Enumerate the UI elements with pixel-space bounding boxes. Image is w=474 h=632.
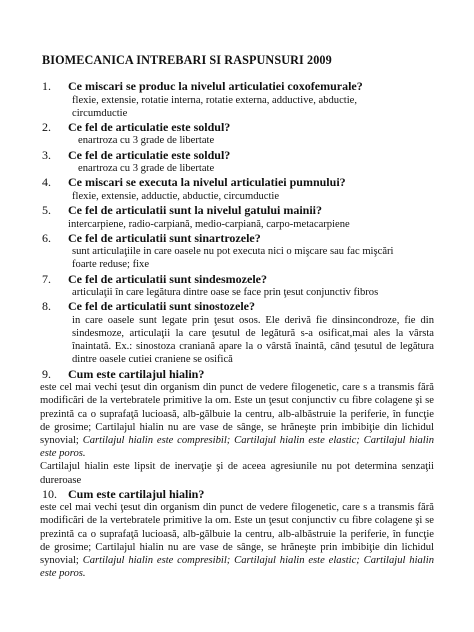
document-title: BIOMECANICA INTREBARI SI RASPUNSURI 2009 [42,53,332,67]
answer-text: flexie, extensie, adductie, abductie, circumductie [72,190,280,202]
answer-text: circumductie [72,107,128,119]
answer-text: enartroza cu 3 grade de libertate [78,163,215,175]
question-number: 10. [42,486,57,501]
question-number: 9. [42,366,51,381]
answer-text [40,501,434,580]
question-text: Ce fel de articulatie este soldul? [68,119,231,134]
answer-text-italic: Cartilajul hialin este compresibil; Cartilajul hialin este elastic; Cartilajul hialin este poros. [40,434,434,460]
question-item [40,487,434,581]
question-number: 2. [42,119,51,134]
question-item [40,120,434,148]
answer-text: in care oasele sunt legate prin ţesut osos. Ele derivă fie dinsincondroze, fie din sindesmoze, articulaţii la care ţesutul de legătură s-a osificat,mai ales la vârsta înaintată. Ex.: sinostoza craniană apare la o vârstă înaintă, când ţesutul de legătura dintre oasele cutiei craniene se osifică [72,314,434,366]
question-text: Ce miscari se produc la nivelul articulatiei coxofemurale? [68,79,363,93]
question-number: 7. [42,271,51,286]
answer-text-regular: este cel mai vechi ţesut din organism din punct de vedere filogenetic, care s a transmis fără modificări de la vertebratele primitive la om. Este un ţesut conjunctiv cu fibre colagene şi se prezintă ca o suprafaţă lucioasă, alb-gălbuie la centru, alb-albăstruie la periferie, în funcţie de grosime; Cartilajul hialin nu are vase de sânge, se hrăneşte prin imbibiţie din lichidul synovial; [40,382,434,446]
question-number: 5. [42,203,51,218]
answer-text: sunt articulaţiile in care oasele nu pot executa nici o mişcare sau fac mişcări [72,246,394,258]
question-item [40,231,434,272]
question-number: 1. [42,79,51,93]
question-item [40,148,434,176]
question-text: Ce fel de articulatii sunt sinostozele? [68,299,255,314]
answer-text: intercarpiene, radio-carpiană, medio-carpiană, carpo-metacarpiene [68,218,350,230]
answer-text-regular: este cel mai vechi ţesut din organism din punct de vedere filogenetic, care s a transmis fără modificări de la vertebratele primitive la om. Este un ţesut conjunctiv cu fibre colagene şi se prezintă ca o suprafaţă lucioasă, alb-gălbuie la centru, alb-albăstruie la periferie, în funcţie de grosime; Cartilajul hialin nu are vase de sânge, se hrăneşte prin imbibiţie din lichidul synovial; [40,502,434,567]
question-text: Ce fel de articulatie este soldul? [68,147,231,162]
question-item [40,367,434,487]
answer-text: foarte reduse; fixe [72,259,150,271]
question-item [40,272,434,300]
question-item [40,299,434,366]
answer-text-extra: Cartilajul hialin este lipsit de inervaţie şi de aceea agresiunile nu pot determina senzaţii dureroase [40,461,434,486]
question-text: Ce fel de articulatii sunt la nivelul gatului mainii? [68,203,323,218]
question-text: Ce fel de articulatii sunt sindesmozele? [68,271,267,286]
question-list [40,79,434,580]
answer-text-italic: Cartilajul hialin este compresibil; Cartilajul hialin este elastic; Cartilajul hialin este poros. [40,555,434,580]
question-item [40,175,434,203]
question-item [40,203,434,231]
question-number: 4. [42,175,51,190]
answer-text: enartroza cu 3 grade de libertate [78,135,215,147]
question-item [40,79,434,120]
question-number: 6. [42,230,51,245]
question-text: Cum este cartilajul hialin? [68,486,205,501]
answer-text [40,381,434,487]
question-text: Cum este cartilajul hialin? [68,366,205,381]
answer-text: flexie, extensie, rotatie interna, rotatie externa, adductive, abductie, [72,94,358,106]
question-text: Ce miscari se executa la nivelul articulatiei pumnului? [68,175,346,190]
question-number: 3. [42,147,51,162]
answer-text: articulaţii în care legătura dintre oase se face prin ţesut conjunctiv fibros [72,287,379,299]
question-number: 8. [42,299,51,314]
question-text: Ce fel de articulatii sunt sinartrozele? [68,230,261,245]
